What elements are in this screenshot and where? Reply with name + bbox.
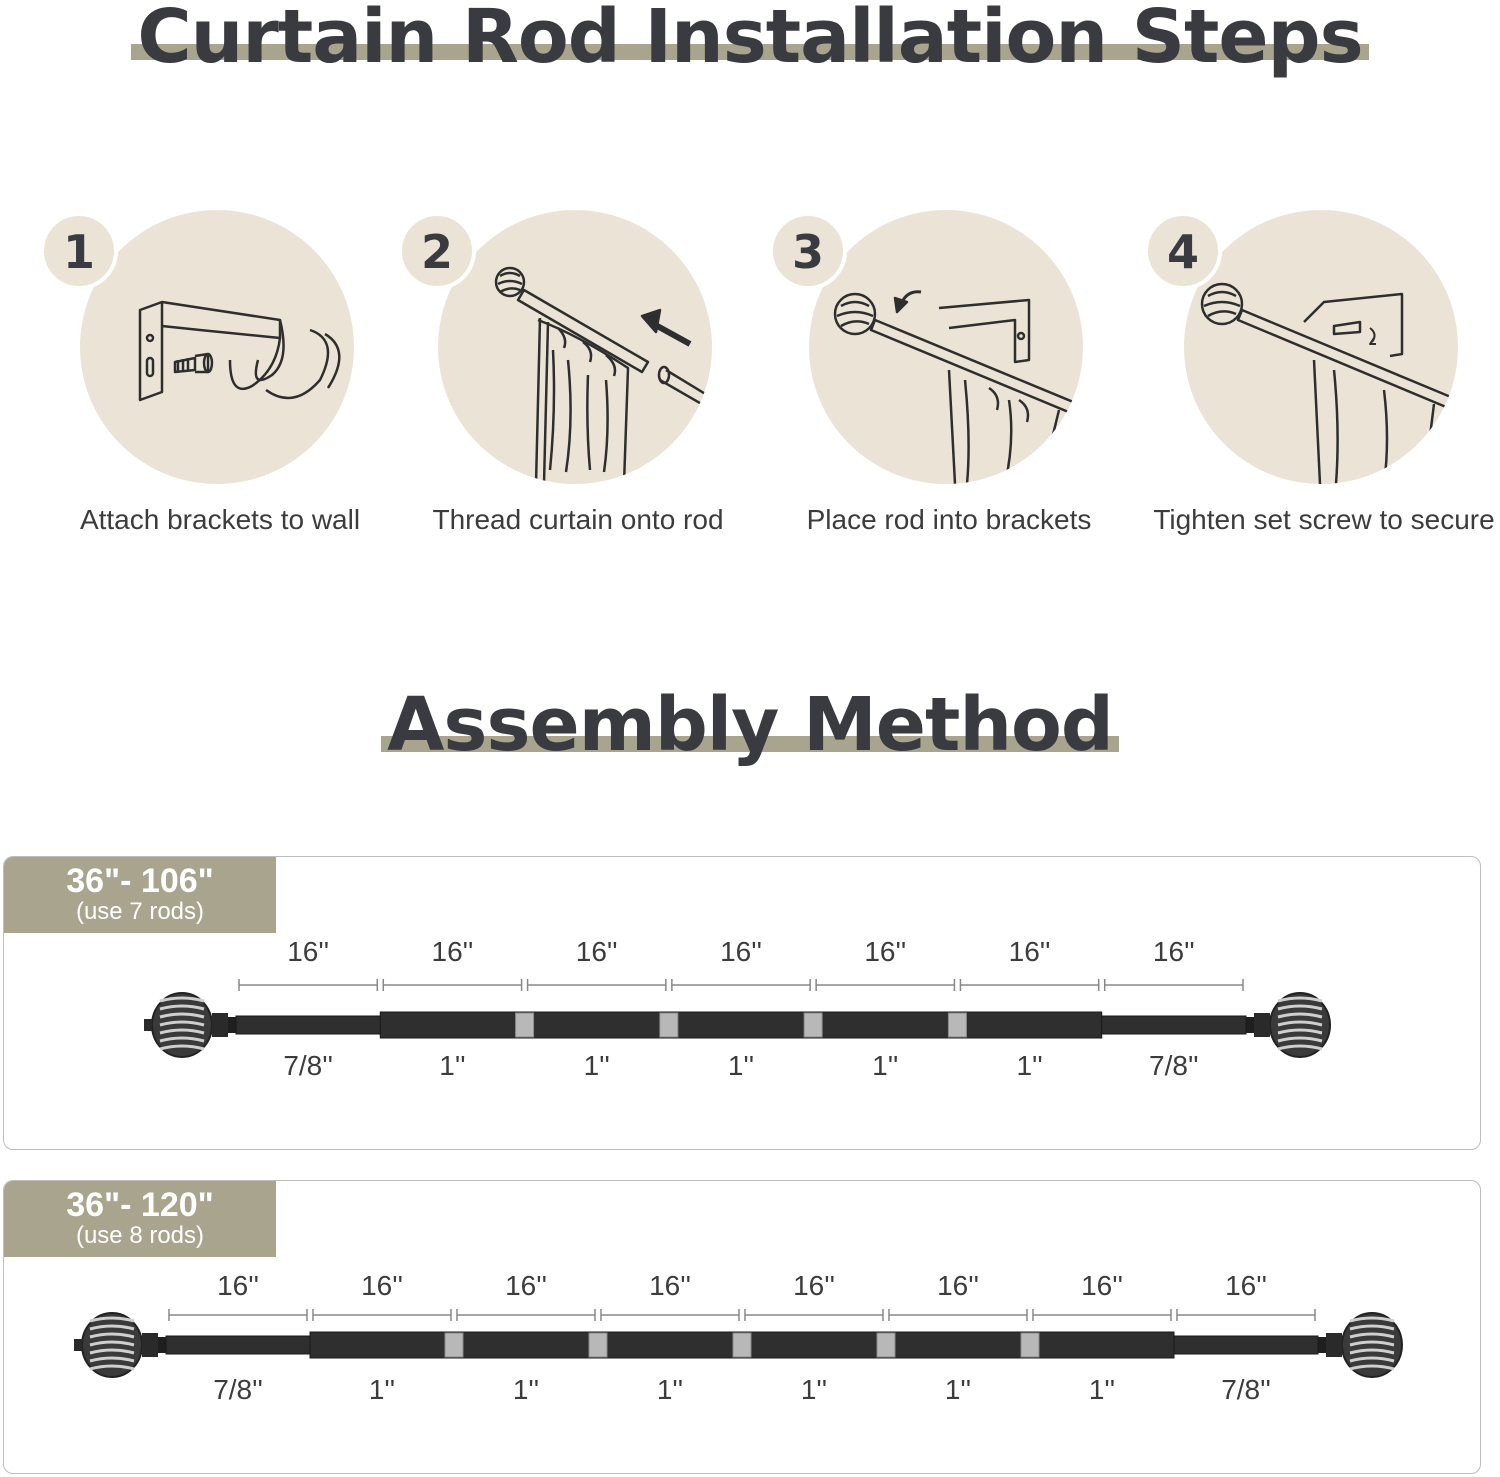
segment-length: 16'' xyxy=(1081,1270,1123,1301)
rod-segment xyxy=(742,1332,886,1358)
step-number: 3 xyxy=(769,212,847,290)
segment-diameter: 1'' xyxy=(1016,1050,1043,1081)
thread-curtain-icon xyxy=(438,210,712,484)
dimension-line xyxy=(528,979,666,991)
rod-connector xyxy=(1021,1333,1039,1357)
step-caption: Tighten set screw to secure xyxy=(1153,504,1495,535)
segment-length: 16'' xyxy=(720,936,762,967)
range-label: 36"- 106" xyxy=(66,862,214,900)
rod-segment xyxy=(166,1336,310,1354)
segment-length: 16'' xyxy=(287,936,330,967)
segment-diameter: 1'' xyxy=(439,1050,466,1081)
tighten-screw-icon xyxy=(1184,210,1458,484)
dimension-line xyxy=(889,1309,1027,1321)
segment-diameter: 1'' xyxy=(368,1374,396,1405)
segment-length: 16'' xyxy=(864,936,907,967)
rod-connector xyxy=(589,1333,607,1357)
segment-diameter: 1'' xyxy=(512,1374,540,1405)
rod-connector xyxy=(445,1333,463,1357)
segment-length: 16'' xyxy=(361,1270,403,1301)
segment-diameter: 1'' xyxy=(1088,1374,1116,1405)
step-caption: Thread curtain onto rod xyxy=(432,504,724,535)
dimension-line xyxy=(239,979,377,991)
dimension-line xyxy=(383,979,521,991)
segment-diameter: 1'' xyxy=(583,1050,610,1081)
rod-connector xyxy=(733,1333,751,1357)
segment-length: 16'' xyxy=(793,1270,835,1301)
config-panel-7-rods xyxy=(3,856,1481,1150)
segment-length: 16'' xyxy=(1152,936,1195,967)
segment-length: 16'' xyxy=(1008,936,1051,967)
rod-connector xyxy=(516,1013,534,1037)
rod-connector xyxy=(877,1333,895,1357)
step-caption: Attach brackets to wall xyxy=(79,504,361,535)
dimension-line xyxy=(816,979,954,991)
rod-count-note: (use 8 rods) xyxy=(75,1222,205,1249)
bracket-wall-icon xyxy=(80,210,354,484)
rod-connector xyxy=(660,1013,678,1037)
dimension-line xyxy=(672,979,810,991)
rod-segment xyxy=(957,1012,1101,1038)
rod-segment xyxy=(525,1012,669,1038)
segment-diameter: 1'' xyxy=(800,1374,828,1405)
dimension-line xyxy=(601,1309,739,1321)
rod-segment xyxy=(1102,1016,1246,1034)
step-1 xyxy=(40,208,370,548)
segment-length: 16'' xyxy=(217,1270,259,1301)
dimension-line xyxy=(1105,979,1243,991)
rod-segment xyxy=(380,1012,524,1038)
range-label: 36"- 120" xyxy=(66,1186,214,1224)
dimension-line xyxy=(457,1309,595,1321)
rod-segment xyxy=(886,1332,1030,1358)
rod-segment xyxy=(813,1012,957,1038)
finial xyxy=(1246,993,1330,1057)
rod-segment xyxy=(236,1016,380,1034)
step-number: 4 xyxy=(1144,212,1222,290)
rod-segment xyxy=(1174,1336,1318,1354)
dimension-line xyxy=(960,979,1098,991)
step-4 xyxy=(1144,208,1495,548)
place-rod-icon xyxy=(809,210,1083,484)
step-caption: Place rod into brackets xyxy=(806,504,1092,535)
rod-connector xyxy=(948,1013,966,1037)
step-number: 2 xyxy=(398,212,476,290)
segment-length: 16'' xyxy=(505,1270,547,1301)
segment-length: 16'' xyxy=(431,936,474,967)
dimension-line xyxy=(313,1309,451,1321)
segment-diameter: 7/8'' xyxy=(283,1050,333,1081)
finial xyxy=(74,1313,166,1377)
step-2 xyxy=(398,208,728,548)
dimension-line xyxy=(1033,1309,1171,1321)
config-panel-8-rods xyxy=(3,1180,1481,1474)
rod-diagram xyxy=(4,1181,1480,1473)
segment-diameter: 7/8'' xyxy=(1149,1050,1199,1081)
rod-segment xyxy=(454,1332,598,1358)
segment-diameter: 1'' xyxy=(944,1374,972,1405)
dimension-line xyxy=(169,1309,307,1321)
segment-diameter: 7/8'' xyxy=(213,1374,263,1405)
dimension-line xyxy=(1177,1309,1315,1321)
finial xyxy=(144,993,236,1057)
dimension-line xyxy=(745,1309,883,1321)
segment-diameter: 1'' xyxy=(656,1374,684,1405)
segment-length: 16'' xyxy=(575,936,618,967)
finial xyxy=(1318,1313,1402,1377)
page-title: Curtain Rod Installation Steps xyxy=(0,0,1500,80)
segment-diameter: 7/8'' xyxy=(1221,1374,1271,1405)
segment-length: 16'' xyxy=(937,1270,979,1301)
rod-diagram xyxy=(4,857,1480,1149)
segment-diameter: 1'' xyxy=(872,1050,899,1081)
assembly-title: Assembly Method xyxy=(0,682,1500,768)
step-3 xyxy=(769,208,1099,548)
segment-diameter: 1'' xyxy=(727,1050,755,1081)
segment-length: 16'' xyxy=(649,1270,691,1301)
rod-segment xyxy=(669,1012,813,1038)
rod-count-note: (use 7 rods) xyxy=(75,898,205,925)
rod-segment xyxy=(598,1332,742,1358)
rod-segment xyxy=(1030,1332,1174,1358)
segment-length: 16'' xyxy=(1225,1270,1267,1301)
rod-connector xyxy=(804,1013,822,1037)
rod-segment xyxy=(310,1332,454,1358)
step-number: 1 xyxy=(40,212,118,290)
